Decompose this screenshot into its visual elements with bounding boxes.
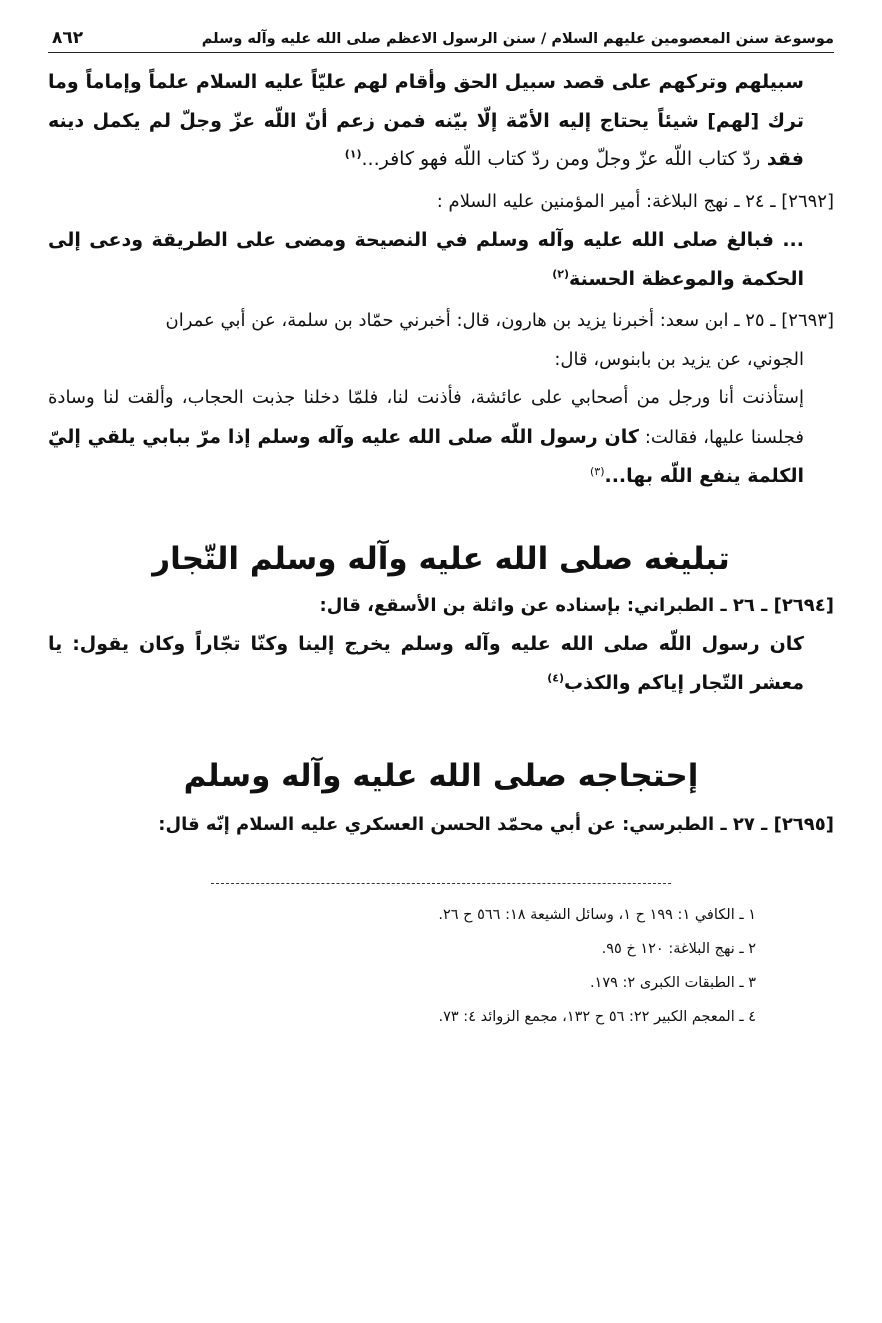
hadith-2692-heading-text: [٢٦٩٢] ـ ٢٤ ـ نهج البلاغة: أمير المؤمنين عليه السلام : bbox=[436, 190, 834, 212]
hadith-2692-heading bbox=[48, 183, 834, 222]
paragraph-1-tail: ردّ كتاب اللّه عزّ وجلّ ومن ردّ كتاب اللّه فهو كافر... bbox=[361, 148, 761, 170]
footnote-ref-2: (٢) bbox=[552, 267, 570, 281]
footnote-2: ٢ ـ نهج البلاغة: ١٢٠ خ ٩٥. bbox=[601, 940, 756, 957]
paragraph-1 bbox=[48, 63, 834, 179]
footnote-separator bbox=[211, 883, 671, 884]
section-heading-merchants: تبليغه صلى الله عليه وآله وسلم التّجار bbox=[152, 540, 730, 577]
hadith-2693-chain-text: الجوني، عن يزيد بن بابنوس، قال: bbox=[554, 348, 804, 370]
footnote-3: ٣ ـ الطبقات الكبرى ٢: ١٧٩. bbox=[589, 974, 756, 991]
hadith-2693-chain-line bbox=[48, 341, 834, 380]
footnote-ref-4: (٤) bbox=[547, 671, 565, 685]
hadith-2692-text: ... فبالغ صلى الله عليه وآله وسلم في النصيحة ومضى على الطريقة ودعى إلى الحكمة والموعظة الحسنة bbox=[48, 229, 804, 290]
hadith-2694-body bbox=[48, 625, 834, 702]
page-number: ٨٦٢ bbox=[52, 28, 84, 48]
footnote-ref-1: (١) bbox=[344, 147, 362, 161]
section-heading-argumentation: إحتجاجه صلى الله عليه وآله وسلم bbox=[183, 758, 699, 794]
hadith-2694-heading-text: [٢٦٩٤] ـ ٢٦ ـ الطبراني: بإسناده عن واثلة بن الأسقع، قال: bbox=[319, 594, 834, 616]
footnotes bbox=[48, 906, 834, 1026]
book-page bbox=[48, 28, 834, 1323]
hadith-2694-heading bbox=[48, 587, 834, 626]
hadith-2693-heading bbox=[48, 302, 834, 341]
hadith-2695-heading bbox=[48, 806, 834, 845]
footnote-1: ١ ـ الكافي ١: ١٩٩ ح ١، وسائل الشيعة ١٨: ٥٦٦ ح ٢٦. bbox=[438, 906, 756, 923]
hadith-2693-body bbox=[48, 379, 834, 497]
header-title: موسوعة سنن المعصومين عليهم السلام / سنن الرسول الاعظم صلى الله عليه وآله وسلم bbox=[201, 31, 834, 47]
running-header bbox=[48, 28, 834, 53]
hadith-2693-heading-text: [٢٦٩٣] ـ ٢٥ ـ ابن سعد: أخبرنا يزيد بن هارون، قال: أخبرني حمّاد بن سلمة، عن أبي عمران bbox=[165, 310, 834, 331]
paragraph-1-text: سبيلهم وتركهم على قصد سبيل الحق وأقام لهم عليّاً عليه السلام علماً وإماماً وما ترك [لهم] شيئاً يحتاج إليه الأمّة إلّا بيّنه فمن زعم أنّ اللّه عزّ وجلّ لم يكمل دينه فقد bbox=[48, 71, 804, 170]
hadith-2693-quote: كان رسول اللّه صلى الله عليه وآله وسلم إذا مرّ ببابي يلقي إليّ الكلمة ينفع اللّه بها... bbox=[48, 425, 804, 487]
hadith-2693-narration: إستأذنت أنا ورجل من أصحابي على عائشة، فأذنت لنا، فلمّا دخلنا جذبت الحجاب، وألقت لنا وسادة فجلسنا عليها، فقالت: bbox=[48, 387, 804, 448]
hadith-2695-heading-text: [٢٦٩٥] ـ ٢٧ ـ الطبرسي: عن أبي محمّد الحسن العسكري عليه السلام إنّه قال: bbox=[158, 814, 834, 835]
hadith-2694-text: كان رسول اللّه صلى الله عليه وآله وسلم يخرج إلينا وكنّا تجّاراً وكان يقول: يا معشر التّجار إياكم والكذب bbox=[48, 633, 804, 694]
footnote-4: ٤ ـ المعجم الكبير ٢٢: ٥٦ ح ١٣٢، مجمع الزوائد ٤: ٧٣. bbox=[438, 1008, 756, 1025]
footnote-ref-3: (٣) bbox=[589, 465, 605, 478]
hadith-2692-body bbox=[48, 221, 834, 298]
